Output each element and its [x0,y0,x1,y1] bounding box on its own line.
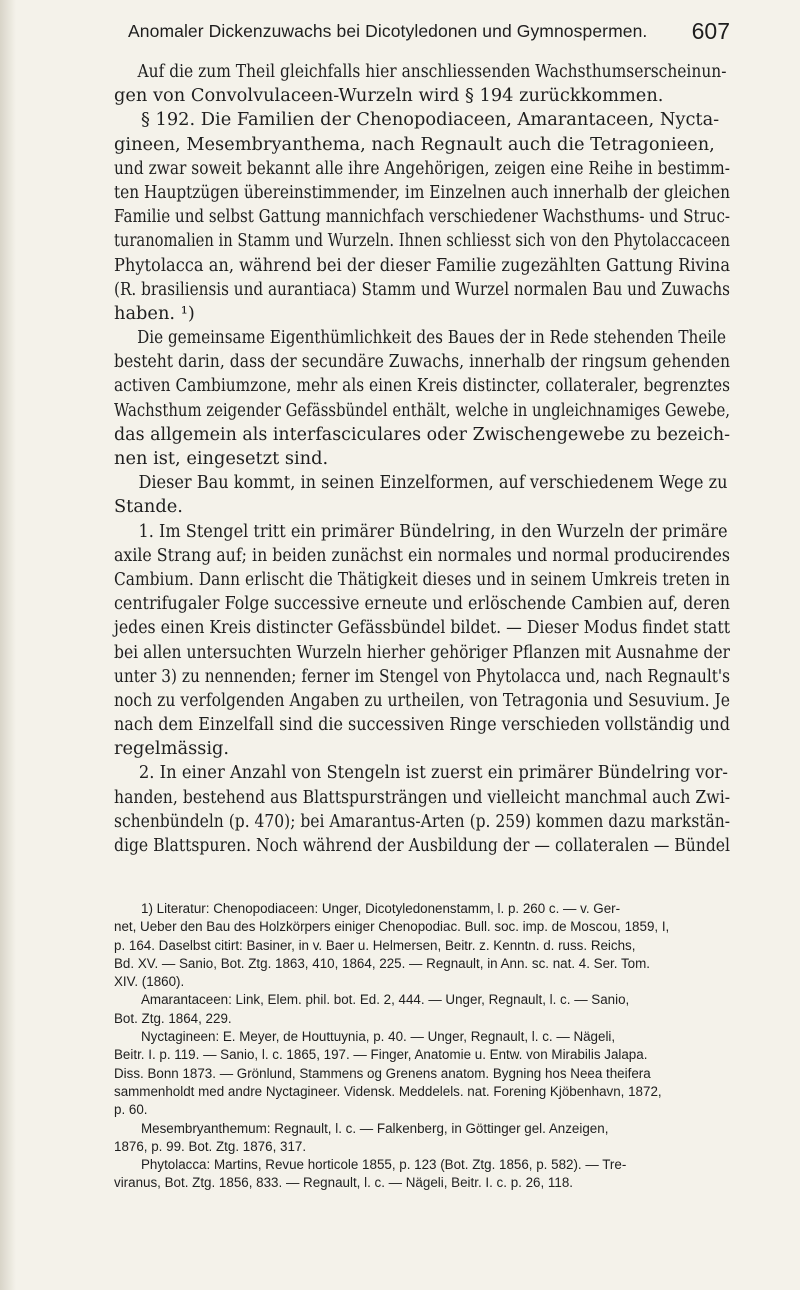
footnote-line: Phytolacca: Martins, Revue horticole 1855, p. 123 (Bot. Ztg. 1856, p. 582). — Tre- [141,1157,627,1173]
main-text [114,60,730,858]
footnote-line: Amarantaceen: Link, Elem. phil. bot. Ed. 2, 444. — Unger, Regnault, l. c. — Sanio, [141,992,630,1008]
text-line: Wachsthum zeigender Gefässbündel enthält, welche in ungleichnamiges Gewebe, [114,399,731,421]
footnote-line: p. 164. Daselbst citirt: Basiner, in v. Baer u. Helmersen, Beitr. z. Kenntn. d. russ. Reichs, [114,937,636,953]
text-line: ten Hauptzügen übereinstimmender, im Einzelnen auch innerhalb der gleichen [114,181,730,203]
text-line: noch zu verfolgenden Angaben zu urtheilen, von Tetragonia und Sesuvium. Je [114,689,730,711]
footnote-line: p. 60. [114,1102,148,1118]
footnote-line: Bd. XV. — Sanio, Bot. Ztg. 1863, 410, 1864, 225. — Regnault, in Ann. sc. nat. 4. Ser. Tom. [114,955,650,971]
text-line: regelmässig. [114,738,230,760]
footnote-line: 1) Literatur: Chenopodiaceen: Unger, Dicotyledonenstamm, l. p. 260 c. — v. Ger- [141,901,621,916]
text-line: haben. ¹) [114,302,195,324]
text-line: unter 3) zu nennenden; ferner im Stengel von Phytolacca und, nach Regnault's [114,665,731,687]
footnote-line: Mesembryanthemum: Regnault, l. c. — Falkenberg, in Göttinger gel. Anzeigen, [141,1120,609,1136]
footnote-line: Nyctagineen: E. Meyer, de Houttuynia, p. 40. — Unger, Regnault, l. c. — Nägeli, [141,1029,616,1045]
text-line: Familie und selbst Gattung mannichfach verschiedener Wachsthums- und Struc- [114,206,731,228]
text-line: gineen, Mesembryanthema, nach Regnault auch die Tetragonieen, [114,133,715,155]
text-line: Cambium. Dann erlischt die Thätigkeit dieses und in seinem Umkreis treten in [114,568,730,590]
footnote-line: Bot. Ztg. 1864, 229. [114,1010,232,1026]
footnote-line: 1876, p. 99. Bot. Ztg. 1876, 317. [114,1138,307,1154]
text-line: handen, bestehend aus Blattspursträngen und vielleicht manchmal auch Zwi- [114,786,730,808]
text-line: das allgemein als interfasciculares oder Zwischengewebe zu bezeich- [114,423,731,445]
text-line: Dieser Bau kommt, in seinen Einzelformen, auf verschiedenem Wege zu [138,472,728,494]
footnote-line: Diss. Bonn 1873. — Grönlund, Stammens og Grenens anatom. Bygning hos Neea theifera [114,1065,651,1081]
text-line: Phytolacca an, während bei der dieser Familie zugezählten Gattung Rivina [114,254,731,276]
footnote-line: Beitr. I. p. 119. — Sanio, l. c. 1865, 197. — Finger, Anatomie u. Entw. von Mirabilis Jalapa. [114,1047,648,1063]
running-title: Anomaler Dickenzuwachs bei Dicotyledonen und Gymnospermen. [128,21,648,41]
text-line: nen ist, eingesetzt sind. [114,448,329,469]
text-line: axile Strang auf; in beiden zunächst ein normales und normal producirendes [114,544,730,566]
page-header [128,18,730,46]
footnotes [114,900,730,1193]
text-line: (R. brasiliensis und aurantiaca) Stamm und Wurzel normalen Bau und Zuwachs [114,278,730,300]
text-line: schenbündeln (p. 470); bei Amarantus-Arten (p. 259) kommen dazu markstän- [114,810,730,832]
text-line: jedes einen Kreis distincter Gefässbündel bildet. — Dieser Modus findet statt [114,617,731,639]
footnote-line: XIV. (1860). [114,974,185,990]
text-line: 1. Im Stengel tritt ein primärer Bündelring, in den Wurzeln der primäre [138,520,728,542]
text-line: Stande. [114,496,183,518]
footnote-line: net, Ueber den Bau des Holzkörpers einiger Chenopodiac. Bull. soc. imp. de Moscou, 1859, I, [114,919,670,935]
text-line: Auf die zum Theil gleichfalls hier anschliessenden Wachsthumserscheinun- [137,61,727,82]
text-line: centrifugaler Folge successive erneute und erlöschende Cambien auf, deren [114,593,730,615]
page-binding-shadow [0,0,16,1290]
text-line: und zwar soweit bekannt alle ihre Angehörigen, zeigen eine Reihe in bestimm- [114,157,730,179]
text-line: activen Cambiumzone, mehr als einen Kreis distincter, collateraler, begrenztes [114,375,731,397]
text-line: 2. In einer Anzahl von Stengeln ist zuerst ein primärer Bündelring vor- [138,762,728,784]
text-line: besteht darin, dass der secundäre Zuwachs, innerhalb der ringsum gehenden [114,351,731,373]
text-line: bei allen untersuchten Wurzeln hierher gehöriger Pflanzen mit Ausnahme der [114,641,730,663]
text-line: nach dem Einzelfall sind die successiven Ringe verschieden vollständig und [114,714,730,736]
text-line: Die gemeinsame Eigenthümlichkeit des Baues der in Rede stehenden Theile [137,327,727,349]
page-number: 607 [691,18,730,44]
text-line: turanomalien in Stamm und Wurzeln. Ihnen schliesst sich von den Phytolaccaceen [114,230,730,252]
text-line: § 192. Die Familien der Chenopodiaceen, Amarantaceen, Nycta- [141,109,720,131]
text-line: gen von Convolvulaceen-Wurzeln wird § 194 zurückkommen. [114,85,664,107]
text-line: dige Blattspuren. Noch während der Ausbildung der — collateralen — Bündel [114,835,731,856]
footnote-line: sammenholdt med andre Nyctagineer. Vidensk. Meddelels. nat. Forening Kjöbenhavn, 1872, [114,1083,662,1099]
footnote-line: viranus, Bot. Ztg. 1856, 833. — Regnault, l. c. — Nägeli, Beitr. I. c. p. 26, 118. [114,1175,573,1191]
